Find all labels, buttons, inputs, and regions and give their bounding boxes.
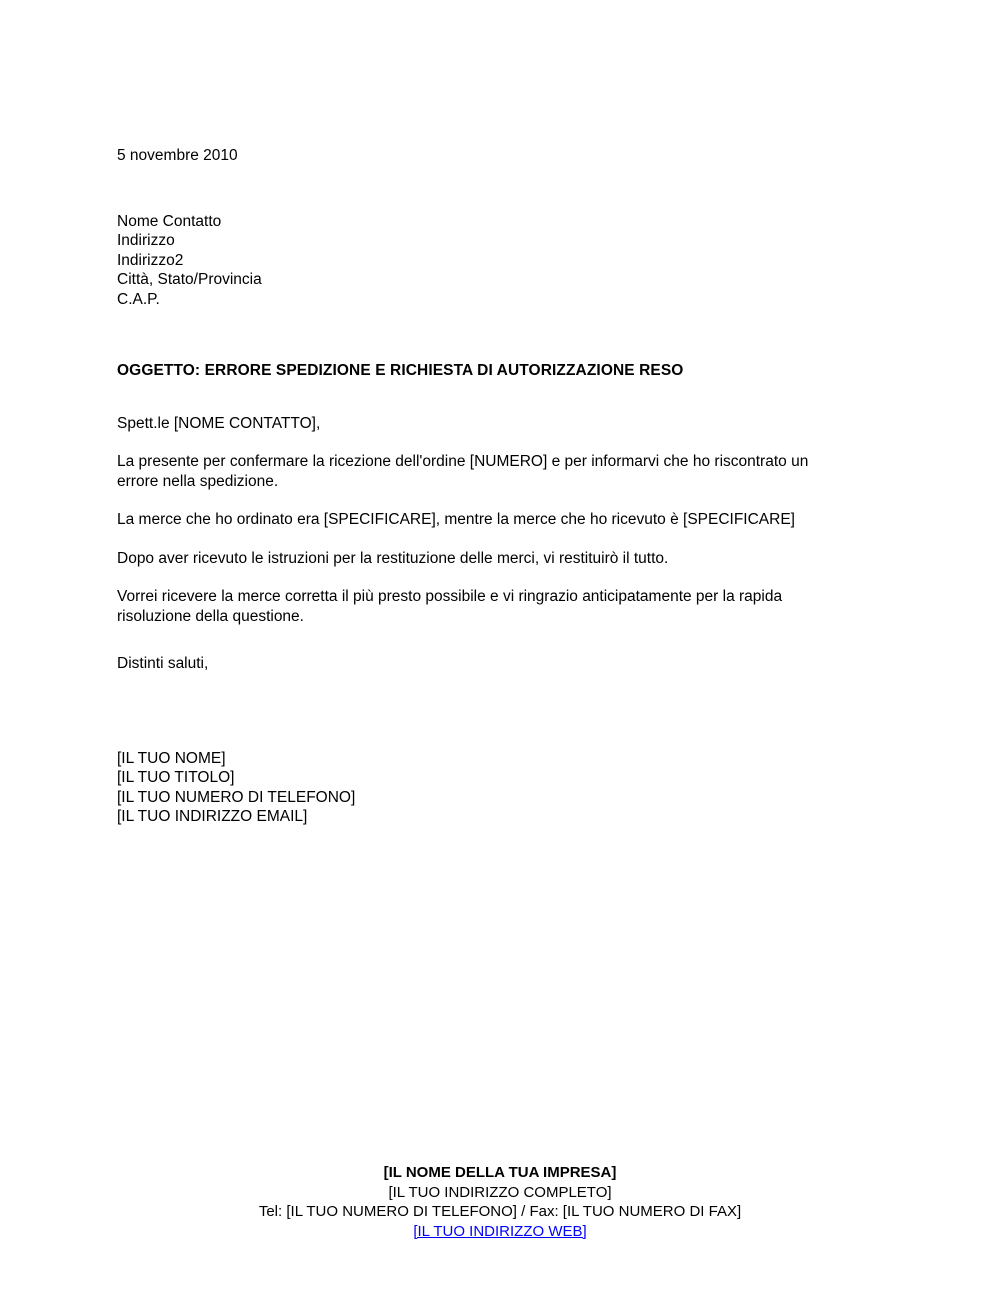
- footer-address: [IL TUO INDIRIZZO COMPLETO]: [388, 1183, 612, 1201]
- subject-line: OGGETTO: ERRORE SPEDIZIONE E RICHIESTA DI AUTORIZZAZIONE RESO: [117, 362, 684, 379]
- salutation-line: Spett.le [NOME CONTATTO],: [117, 414, 321, 432]
- date-line: 5 novembre 2010: [117, 147, 238, 164]
- signature-block: [117, 674, 846, 827]
- footer-contact: Tel: [IL TUO NUMERO DI TELEFONO] / Fax: [IL TUO NUMERO DI FAX]: [258, 1203, 742, 1220]
- address-line-3: Indirizzo2: [117, 251, 184, 269]
- signature-phone: [IL TUO NUMERO DI TELEFONO]: [117, 788, 356, 806]
- signature-title: [IL TUO TITOLO]: [117, 769, 235, 786]
- letter-body: [117, 146, 846, 827]
- address-line-2: Indirizzo: [117, 232, 175, 249]
- footer-website-link-wrapper: [0, 1222, 1000, 1242]
- footer-company-name: [IL NOME DELLA TUA IMPRESA]: [383, 1164, 617, 1181]
- body-paragraph-4: Vorrei ricevere la merce corretta il più presto possibile e vi ringrazio anticipatamente per la rapida risoluzione della questione.: [117, 588, 783, 625]
- address-line-1: Nome Contatto: [117, 212, 222, 230]
- signature-name: [IL TUO NOME]: [117, 749, 226, 767]
- address-line-4: Città, Stato/Provincia: [117, 271, 262, 288]
- body-paragraph-3: Dopo aver ricevuto le istruzioni per la restituzione delle merci, vi restituirò il tutto.: [117, 549, 669, 567]
- closing-line: Distinti saluti,: [117, 655, 209, 672]
- recipient-address-block: [117, 166, 846, 310]
- footer-website-link[interactable]: [IL TUO INDIRIZZO WEB]: [413, 1222, 587, 1240]
- page-footer: [0, 1163, 1000, 1241]
- signature-email: [IL TUO INDIRIZZO EMAIL]: [117, 808, 308, 825]
- body-paragraph-1: La presente per confermare la ricezione dell'ordine [NUMERO] e per informarvi che ho riscontrato un errore nella spedizione.: [117, 453, 809, 490]
- body-paragraph-2: La merce che ho ordinato era [SPECIFICARE], mentre la merce che ho ricevuto è [SPECIFICARE]: [117, 511, 795, 528]
- address-line-5: C.A.P.: [117, 290, 160, 308]
